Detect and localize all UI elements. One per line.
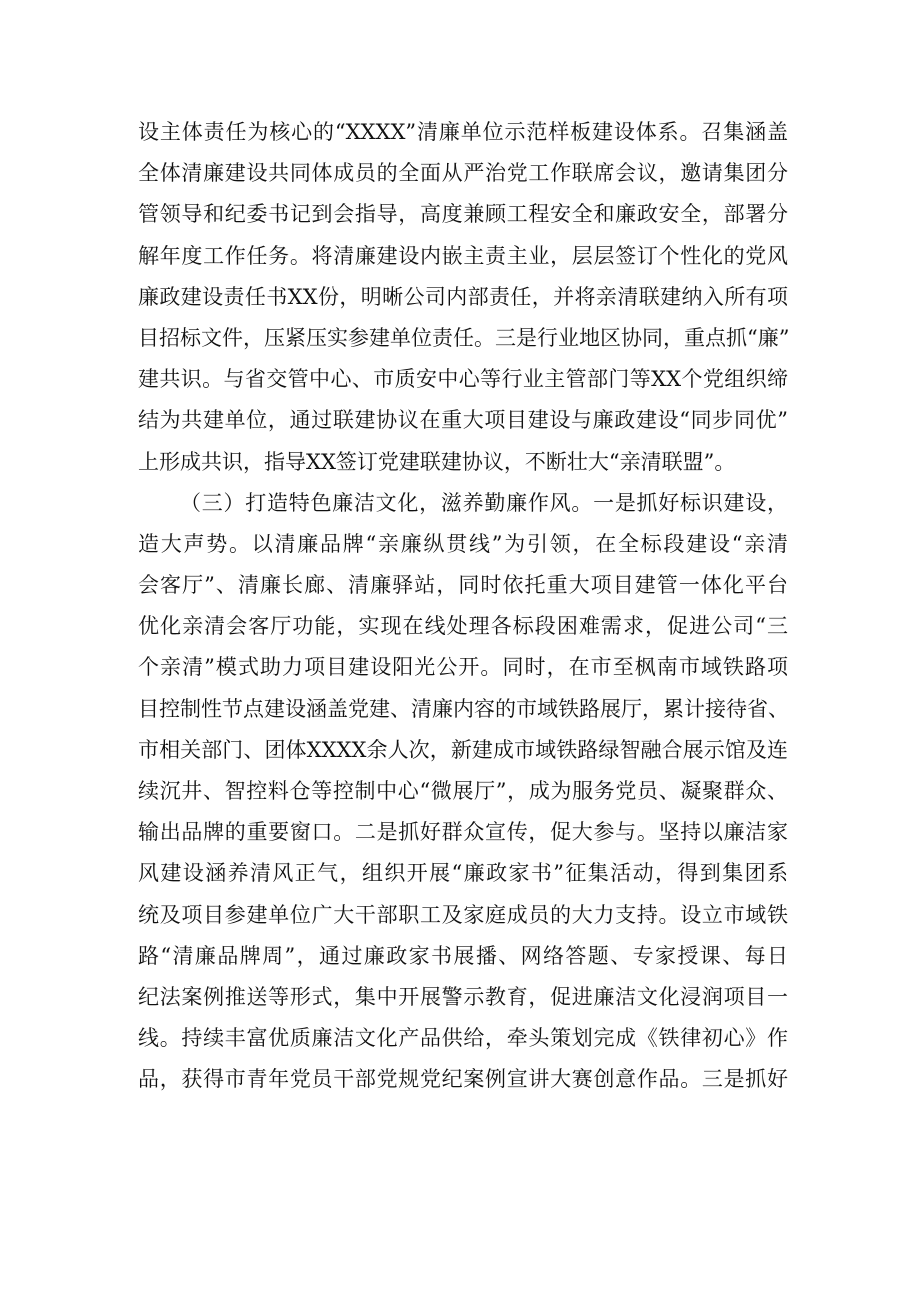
- text-line: 目控制性节点建设涵盖党建、清廉内容的市域铁路展厅，累计接待省、: [138, 696, 789, 721]
- text-line: 续沉井、智控料仓等控制中心“微展厅”，成为服务党员、凝聚群众、: [138, 779, 788, 803]
- text-line: 全体清廉建设共同体成员的全面从严治党工作联席会议，邀请集团分: [138, 161, 788, 186]
- text-line: 品，获得市青年党员干部党规党纪案例宣讲大赛创意作品。三是抓好: [138, 1067, 788, 1092]
- text-line: 建共识。与省交管中心、市质安中心等行业主管部门等XX个党组织缔: [138, 367, 788, 392]
- text-line: 结为共建单位，通过联建协议在重大项目建设与廉政建设“同步同优”: [138, 408, 788, 433]
- text-line: 路“清廉品牌周”，通过廉政家书展播、网络答题、专家授课、每日: [138, 943, 788, 968]
- text-line: 廉政建设责任书XX份，明晰公司内部责任，并将亲清联建纳入所有项: [138, 284, 788, 309]
- text-line: 统及项目参建单位广大干部职工及家庭成员的大力支持。设立市域铁: [138, 902, 788, 927]
- text-line: 设主体责任为核心的“XXXX”清廉单位示范样板建设体系。召集涵盖: [138, 120, 788, 144]
- text-line: 纪法案例推送等形式，集中开展警示教育，促进廉洁文化浸润项目一: [138, 984, 788, 1009]
- document-body: [138, 112, 788, 1101]
- text-line: 优化亲清会客厅功能，实现在线处理各标段困难需求，促进公司“三: [138, 614, 788, 639]
- text-line: 风建设涵养清风正气，组织开展“廉政家书”征集活动，得到集团系: [138, 861, 788, 886]
- text-line: 目招标文件，压紧压实参建单位责任。三是行业地区协同，重点抓“廉”: [138, 325, 790, 350]
- text-line: （三）打造特色廉洁文化，滋养勤廉作风。一是抓好标识建设，: [180, 490, 788, 515]
- text-line: 个亲清”模式助力项目建设阳光公开。同时，在市至枫南市域铁路项: [138, 655, 788, 680]
- text-line: 输出品牌的重要窗口。二是抓好群众宣传，促大参与。坚持以廉洁家: [138, 820, 788, 845]
- text-line: 市相关部门、团体XXXX余人次，新建成市域铁路绿智融合展示馆及连: [138, 737, 788, 762]
- text-line: 会客厅”、清廉长廊、清廉驿站，同时依托重大项目建管一体化平台: [138, 573, 788, 598]
- text-line: 线。持续丰富优质廉洁文化产品供给，牵头策划完成《铁律初心》作: [138, 1026, 788, 1051]
- text-line: 解年度工作任务。将清廉建设内嵌主责主业，层层签订个性化的党风: [138, 243, 788, 268]
- text-line: 造大声势。以清廉品牌“亲廉纵贯线”为引领，在全标段建设“亲清: [138, 531, 788, 556]
- text-line: 上形成共识，指导XX签订党建联建协议，不断壮大“亲清联盟”。: [138, 449, 736, 474]
- text-line: 管领导和纪委书记到会指导，高度兼顾工程安全和廉政安全，部署分: [138, 202, 788, 227]
